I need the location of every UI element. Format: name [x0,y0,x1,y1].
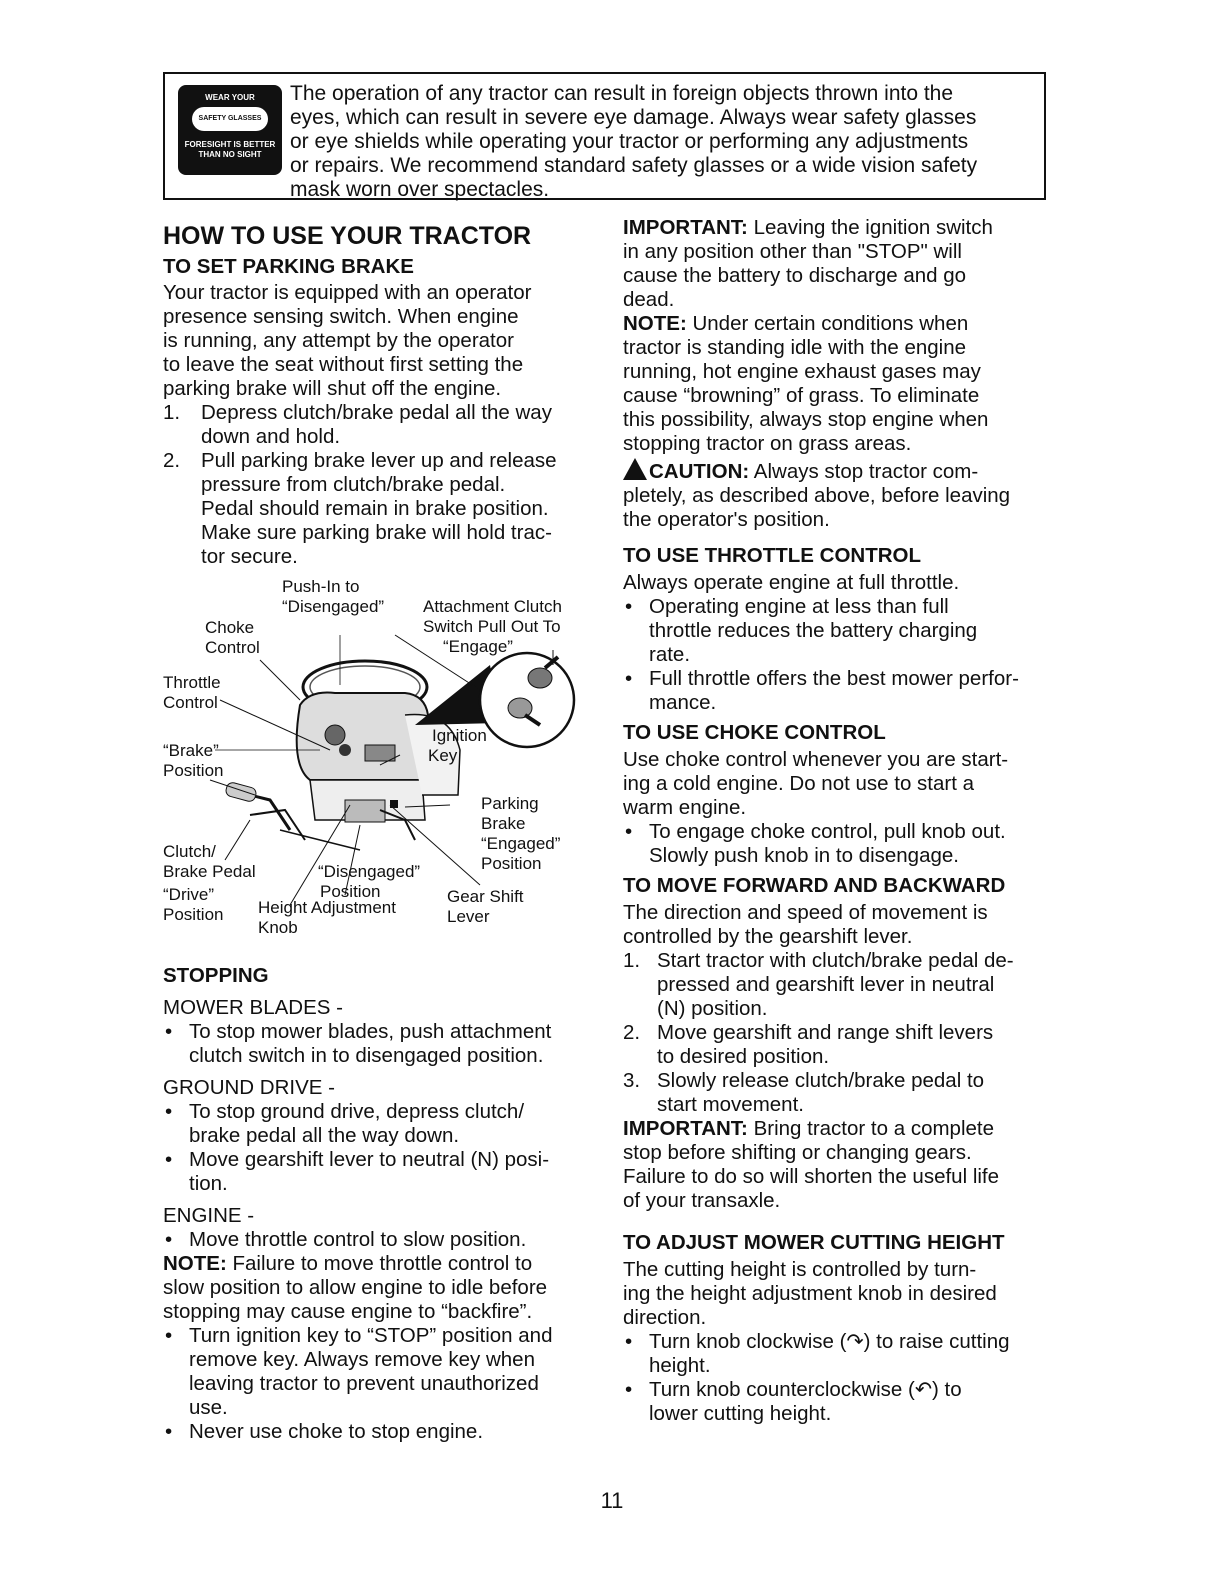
text-line: Depress clutch/brake pedal all the way [201,401,552,424]
throttle-heading: TO USE THROTTLE CONTROL [623,544,922,567]
warning-line: or repairs. We recommend standard safety glasses or a wide vision safety [290,154,978,177]
list-item [163,1020,593,1068]
text-line: Move throttle control to slow position. [189,1228,527,1251]
text-line: Pedal should remain in brake position. [201,497,549,520]
list-item [163,1148,593,1196]
important-label: IMPORTANT: [623,216,748,239]
label-drive-position: Position [163,905,224,924]
text-line: stopping may cause engine to “backfire”. [163,1300,533,1323]
label-drive: “Drive” [163,885,214,904]
stopping-section [163,964,593,1444]
label-parking-brake: Brake [481,814,526,833]
ground-drive-label: GROUND DRIVE - [163,1076,335,1099]
bullet: • [625,595,633,618]
text-line: tion. [189,1172,228,1195]
text-line: warm engine. [623,796,747,819]
text-line: clutch switch in to disengaged position. [189,1044,544,1067]
label-choke-control: Control [205,638,260,657]
icon-bottom-text: FORESIGHT IS BETTER THAN NO SIGHT [184,140,276,159]
warning-line: mask worn over spectacles. [290,178,550,201]
label-parking: Parking [481,794,539,813]
text-line: throttle reduces the battery charging [649,619,978,642]
parking-intro [163,281,593,569]
note-label: NOTE: [623,312,687,335]
text-line: to desired position. [657,1045,830,1068]
caution-triangle-icon [623,458,647,480]
text-line: (N) position. [657,997,768,1020]
text-line: rate. [649,643,691,666]
label-gear-shift: Gear Shift [447,887,524,906]
text-line: ing the height adjustment knob in desired [623,1282,997,1305]
bullet: • [625,820,633,843]
text-line: The direction and speed of movement is [623,901,988,924]
label-brake-pedal: Brake Pedal [163,862,256,881]
text-line: Failure to do so will shorten the useful life [623,1165,1000,1188]
label-disengaged-position: “Disengaged” [318,862,421,881]
label-parking-position: Position [481,854,542,873]
text-line: start movement. [657,1093,804,1116]
text-line: to leave the seat without first setting the [163,353,524,376]
step-number: 1. [623,949,641,972]
text-line: pletely, as described above, before leaving [623,484,1011,507]
text-line: mance. [649,691,717,714]
important-label: IMPORTANT: [623,1117,748,1140]
step-number: 3. [623,1069,641,1092]
label-clutch: Clutch/ [163,842,216,861]
text-line: Use choke control whenever you are start- [623,748,1009,771]
list-item [623,595,1053,667]
label-throttle-control: Control [163,693,218,712]
label-disengaged-position-word: Position [320,882,381,901]
label-lever: Lever [447,907,490,926]
text-line: leaving tractor to prevent unauthorized [189,1372,539,1395]
throttle-intro: Always operate engine at full throttle. [623,571,960,594]
list-item [623,1330,1053,1378]
label-key: Key [428,746,458,765]
engine-label: ENGINE - [163,1204,255,1227]
choke-heading: TO USE CHOKE CONTROL [623,721,886,744]
list-item [623,1069,1053,1117]
warning-line: or eye shields while operating your tractor or performing any adjustments [290,130,969,153]
label-engaged: “Engaged” [481,834,561,853]
label-push-in: Push-In to [282,577,360,596]
bullet: • [165,1420,173,1443]
note-text: Under certain conditions when tractor is standing idle with the engine running, hot engine exhaust gases may cause “browning” of grass. To eliminate this possibility, always stop engine when stopping tractor on grass areas. [623,312,989,455]
text-line: Start tractor with clutch/brake pedal de- [657,949,1014,972]
bullet: • [165,1228,173,1251]
text-line: Never use choke to stop engine. [189,1420,484,1443]
text-line: tor secure. [201,545,298,568]
list-item [163,449,593,569]
right-column [623,216,1053,1426]
list-item [163,1100,593,1148]
tractor-controls-diagram [160,575,600,965]
text-line: brake pedal all the way down. [189,1124,460,1147]
text-line: slow position to allow engine to idle before [163,1276,548,1299]
text-line: dead. [623,288,675,311]
text-line: Full throttle offers the best mower perfor- [649,667,1019,690]
list-item [163,1324,593,1420]
icon-oval-text: SAFETY GLASSES [192,107,268,131]
list-item [623,949,1053,1021]
bullet: • [625,1378,633,1401]
label-disengaged: “Disengaged” [282,597,385,616]
step-number: 1. [163,401,181,424]
safety-glasses-icon [178,85,282,175]
text-line: presence sensing switch. When engine [163,305,519,328]
list-item [163,401,593,449]
warning-line: eyes, which can result in severe eye damage. Always wear safety glasses [290,106,977,129]
icon-top-text: WEAR YOUR [205,93,255,102]
text-line: pressed and gearshift lever in neutral [657,973,995,996]
label-ignition: Ignition [432,726,487,745]
move-heading: TO MOVE FORWARD AND BACKWARD [623,874,1006,897]
text-line: Slowly release clutch/brake pedal to [657,1069,985,1092]
text-line: Bring tractor to a complete [747,1117,995,1140]
label-choke: Choke [205,618,255,637]
bullet: • [165,1324,173,1347]
label-attachment-clutch: Attachment Clutch [423,597,562,616]
list-item [623,667,1053,715]
bullet: • [165,1020,173,1043]
note-label: NOTE: [163,1252,227,1275]
text-line: Make sure parking brake will hold trac- [201,521,552,544]
text-line: Move gearshift lever to neutral (N) posi- [189,1148,550,1171]
text-line: Your tractor is equipped with an operator [163,281,532,304]
label-knob: Knob [258,918,298,937]
text-line: pressure from clutch/brake pedal. [201,473,506,496]
text-line: ing a cold engine. Do not use to start a [623,772,975,795]
text-line: is running, any attempt by the operator [163,329,514,352]
section-title: HOW TO USE YOUR TRACTOR [163,222,532,250]
label-engage: “Engage” [443,637,513,656]
text-line: Turn ignition key to “STOP” position and [189,1324,553,1347]
text-line: To stop ground drive, depress clutch/ [189,1100,525,1123]
step-number: 2. [623,1021,641,1044]
label-brake-position: Position [163,761,224,780]
cutting-height-heading: TO ADJUST MOWER CUTTING HEIGHT [623,1231,1005,1254]
warning-line: The operation of any tractor can result in foreign objects thrown into the [290,82,954,105]
list-item [163,1228,593,1252]
bullet: • [165,1148,173,1171]
list-item [623,1021,1053,1069]
text-line: To stop mower blades, push attachment [189,1020,552,1043]
text-line: down and hold. [201,425,341,448]
text-line: Move gearshift and range shift levers [657,1021,994,1044]
text-line: controlled by the gearshift lever. [623,925,913,948]
text-line: Turn knob clockwise (↷) to raise cutting [649,1330,1010,1353]
list-item [163,1420,593,1444]
text-line: Leaving the ignition switch [747,216,993,239]
parking-heading: TO SET PARKING BRAKE [163,255,414,278]
text-line: lower cutting height. [649,1402,832,1425]
list-item [623,820,1053,868]
label-brake: “Brake” [163,741,219,760]
list-item [623,1378,1053,1426]
text-line: use. [189,1396,228,1419]
text-line: Always stop tractor com- [749,460,979,483]
text-line: Slowly push knob in to disengage. [649,844,959,867]
text-line: Pull parking brake lever up and release [201,449,557,472]
text-line: height. [649,1354,711,1377]
bullet: • [625,1330,633,1353]
text-line: in any position other than "STOP" will [623,240,962,263]
text-line: parking brake will shut off the engine. [163,377,502,400]
text-line: Operating engine at less than full [649,595,949,618]
caution-label: CAUTION: [649,460,750,483]
text-line: Turn knob counterclockwise (↶) to [649,1378,962,1401]
stopping-heading: STOPPING [163,964,269,987]
text-line: To engage choke control, pull knob out. [649,820,1006,843]
label-height-adjustment: Height Adjustment [258,898,396,917]
bullet: • [165,1100,173,1123]
text-line: Failure to move throttle control to [226,1252,533,1275]
label-switch-pull: Switch Pull Out To [423,617,561,636]
text-line: stop before shifting or changing gears. [623,1141,972,1164]
label-throttle: Throttle [163,673,221,692]
text-line: The cutting height is controlled by turn- [623,1258,977,1281]
bullet: • [625,667,633,690]
text-line: of your transaxle. [623,1189,781,1212]
left-column [163,222,593,569]
mower-blades-label: MOWER BLADES - [163,996,343,1019]
text-line: direction. [623,1306,707,1329]
page-number: 11 [600,1488,624,1513]
step-number: 2. [163,449,181,472]
text-line: cause the battery to discharge and go [623,264,967,287]
text-line: the operator's position. [623,508,830,531]
warning-text [290,82,1040,202]
text-line: remove key. Always remove key when [189,1348,535,1371]
